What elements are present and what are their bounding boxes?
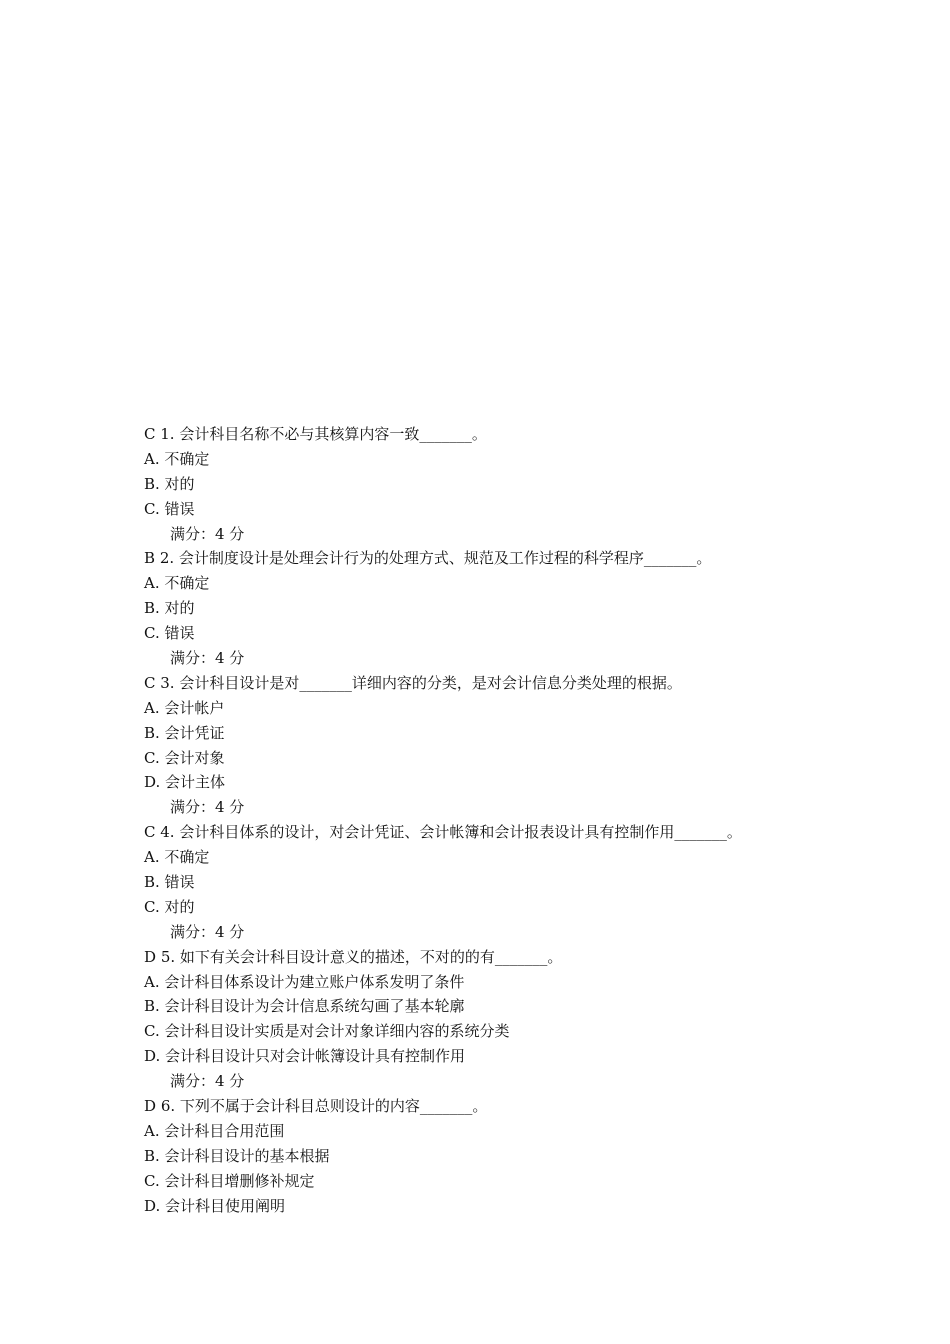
option-c: C. 错误	[144, 624, 195, 643]
option-a: A. 会计科目合用范围	[144, 1121, 285, 1140]
score-line: 满分：4 分	[170, 524, 245, 543]
option-a: A. 不确定	[144, 574, 210, 593]
option-d: D. 会计科目使用阐明	[144, 1196, 286, 1215]
option-b: B. 错误	[144, 873, 195, 892]
option-a: A. 会计帐户	[144, 698, 225, 717]
option-c: C. 错误	[144, 499, 195, 518]
question-text: 下列不属于会计科目总则设计的内容_______。	[179, 1097, 488, 1116]
question-stem	[144, 945, 844, 970]
option-a: A. 会计科目体系设计为建立账户体系发明了条件	[144, 972, 465, 991]
score-line: 满分：4 分	[170, 922, 245, 941]
question-text: 会计科目体系的设计，对会计凭证、会计帐簿和会计报表设计具有控制作用_______。	[179, 823, 742, 842]
answer-key: D	[144, 947, 157, 966]
question-text: 如下有关会计科目设计意义的描述，不对的的有_______。	[179, 947, 563, 966]
answer-key: D	[144, 1097, 157, 1116]
question-stem	[144, 671, 844, 696]
score-line: 满分：4 分	[170, 649, 245, 668]
option-c: C. 会计科目增删修补规定	[144, 1171, 315, 1190]
question-stem	[144, 820, 844, 845]
option-d: D. 会计科目设计只对会计帐簿设计具有控制作用	[144, 1047, 466, 1066]
option-b: B. 会计科目设计的基本根据	[144, 1146, 330, 1165]
option-b: B. 对的	[144, 599, 195, 618]
question-number: 6.	[160, 1097, 176, 1116]
exam-document	[144, 422, 844, 1219]
option-a: A. 不确定	[144, 848, 210, 867]
question-number: 2.	[159, 549, 175, 568]
option-d: D. 会计主体	[144, 773, 226, 792]
option-b: B. 会计科目设计为会计信息系统勾画了基本轮廓	[144, 997, 465, 1016]
question-stem	[144, 422, 844, 447]
option-b: B. 会计凭证	[144, 723, 225, 742]
answer-key: C	[144, 823, 156, 842]
question-number: 5.	[160, 947, 176, 966]
answer-key: C	[144, 425, 156, 443]
option-c: C. 会计对象	[144, 748, 225, 767]
answer-key: C	[144, 673, 156, 692]
answer-key: B	[144, 549, 156, 568]
question-stem	[144, 546, 844, 571]
score-line: 满分：4 分	[170, 1072, 245, 1091]
question-number: 4.	[160, 823, 175, 842]
question-text: 会计科目名称不必与其核算内容一致_______。	[179, 425, 487, 443]
option-c: C. 会计科目设计实质是对会计对象详细内容的系统分类	[144, 1022, 510, 1041]
option-b: B. 对的	[144, 474, 195, 493]
option-a: A. 不确定	[144, 449, 210, 468]
question-number: 3.	[160, 673, 175, 692]
option-c: C. 对的	[144, 897, 195, 916]
score-line: 满分：4 分	[170, 798, 245, 817]
question-text: 会计科目设计是对_______详细内容的分类，是对会计信息分类处理的根据。	[179, 673, 682, 692]
question-number: 1.	[160, 425, 175, 443]
question-stem	[144, 1094, 844, 1119]
question-text: 会计制度设计是处理会计行为的处理方式、规范及工作过程的科学程序_______。	[178, 549, 712, 568]
